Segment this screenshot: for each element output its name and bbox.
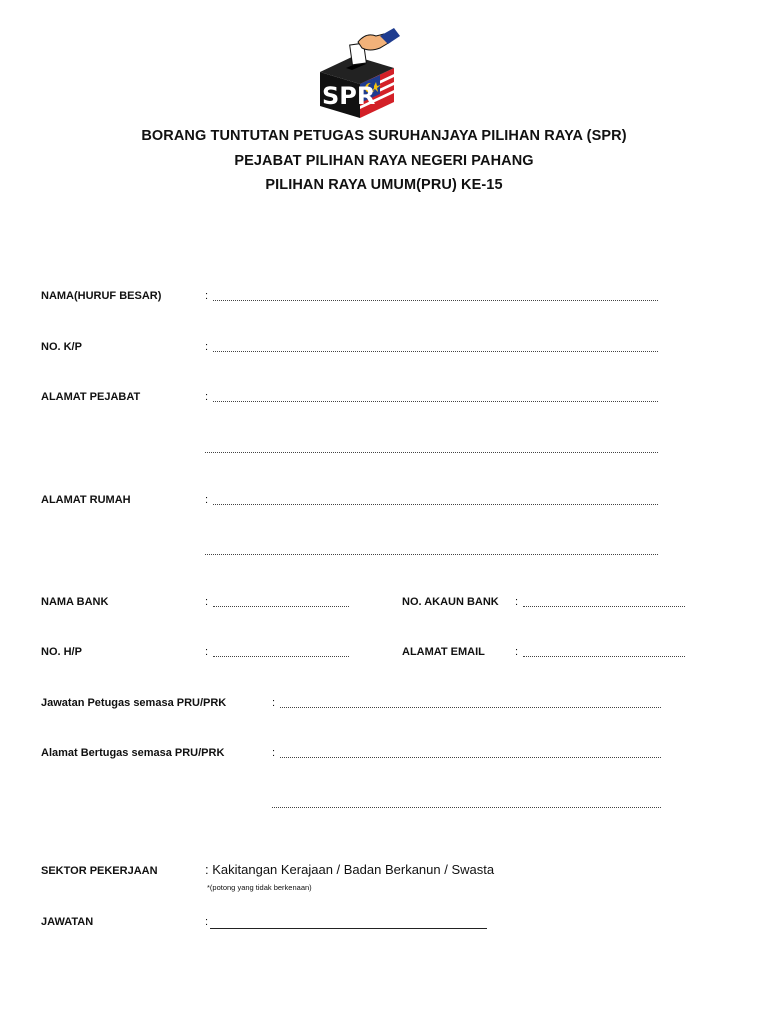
label-jawatan-petugas: Jawatan Petugas semasa PRU/PRK <box>41 697 227 709</box>
alamat-rumah-input-line[interactable] <box>213 503 658 505</box>
label-alamat-email: ALAMAT EMAIL <box>402 646 485 658</box>
label-no-hp: NO. H/P <box>41 646 82 658</box>
sektor-note: *(potong yang tidak berkenaan) <box>207 883 312 892</box>
form-title-line1: BORANG TUNTUTAN PETUGAS SURUHANJAYA PILIHAN RAYA (SPR) <box>141 128 627 144</box>
nama-input-line[interactable] <box>213 299 658 301</box>
colon: : <box>272 747 276 759</box>
colon: : <box>515 646 519 658</box>
logo-text: SPR <box>322 82 376 110</box>
jawatan-petugas-input-line[interactable] <box>280 706 661 708</box>
jawatan-input-line[interactable] <box>210 927 487 929</box>
alamat-bertugas-input-line-2[interactable] <box>272 806 661 808</box>
nama-bank-input-line[interactable] <box>213 605 349 607</box>
alamat-rumah-input-line-2[interactable] <box>205 553 658 555</box>
label-no-akaun: NO. AKAUN BANK <box>402 596 499 608</box>
alamat-bertugas-input-line[interactable] <box>280 756 661 758</box>
label-nama: NAMA(HURUF BESAR) <box>41 290 162 302</box>
spr-logo <box>314 28 400 120</box>
kp-input-line[interactable] <box>213 350 658 352</box>
colon: : <box>205 494 209 506</box>
alamat-email-input-line[interactable] <box>523 655 685 657</box>
colon: : <box>205 290 209 302</box>
label-sektor: SEKTOR PEKERJAAN <box>41 865 158 877</box>
label-alamat-bertugas: Alamat Bertugas semasa PRU/PRK <box>41 747 225 759</box>
colon: : <box>205 596 209 608</box>
label-nama-bank: NAMA BANK <box>41 596 109 608</box>
alamat-pejabat-input-line-2[interactable] <box>205 451 658 453</box>
colon: : <box>205 916 209 928</box>
label-alamat-pejabat: ALAMAT PEJABAT <box>41 391 141 403</box>
colon: : <box>205 646 209 658</box>
label-jawatan: JAWATAN <box>41 916 94 928</box>
form-title-line3: PILIHAN RAYA UMUM(PRU) KE-15 <box>265 177 503 193</box>
label-alamat-rumah: ALAMAT RUMAH <box>41 494 131 506</box>
colon: : <box>515 596 519 608</box>
no-hp-input-line[interactable] <box>213 655 349 657</box>
label-kp: NO. K/P <box>41 341 82 353</box>
alamat-pejabat-input-line[interactable] <box>213 400 658 402</box>
sektor-options[interactable]: : Kakitangan Kerajaan / Badan Berkanun / Swasta <box>205 862 495 877</box>
colon: : <box>205 341 209 353</box>
colon: : <box>272 697 276 709</box>
colon: : <box>205 391 209 403</box>
no-akaun-input-line[interactable] <box>523 605 685 607</box>
form-title-line2: PEJABAT PILIHAN RAYA NEGERI PAHANG <box>234 153 534 169</box>
